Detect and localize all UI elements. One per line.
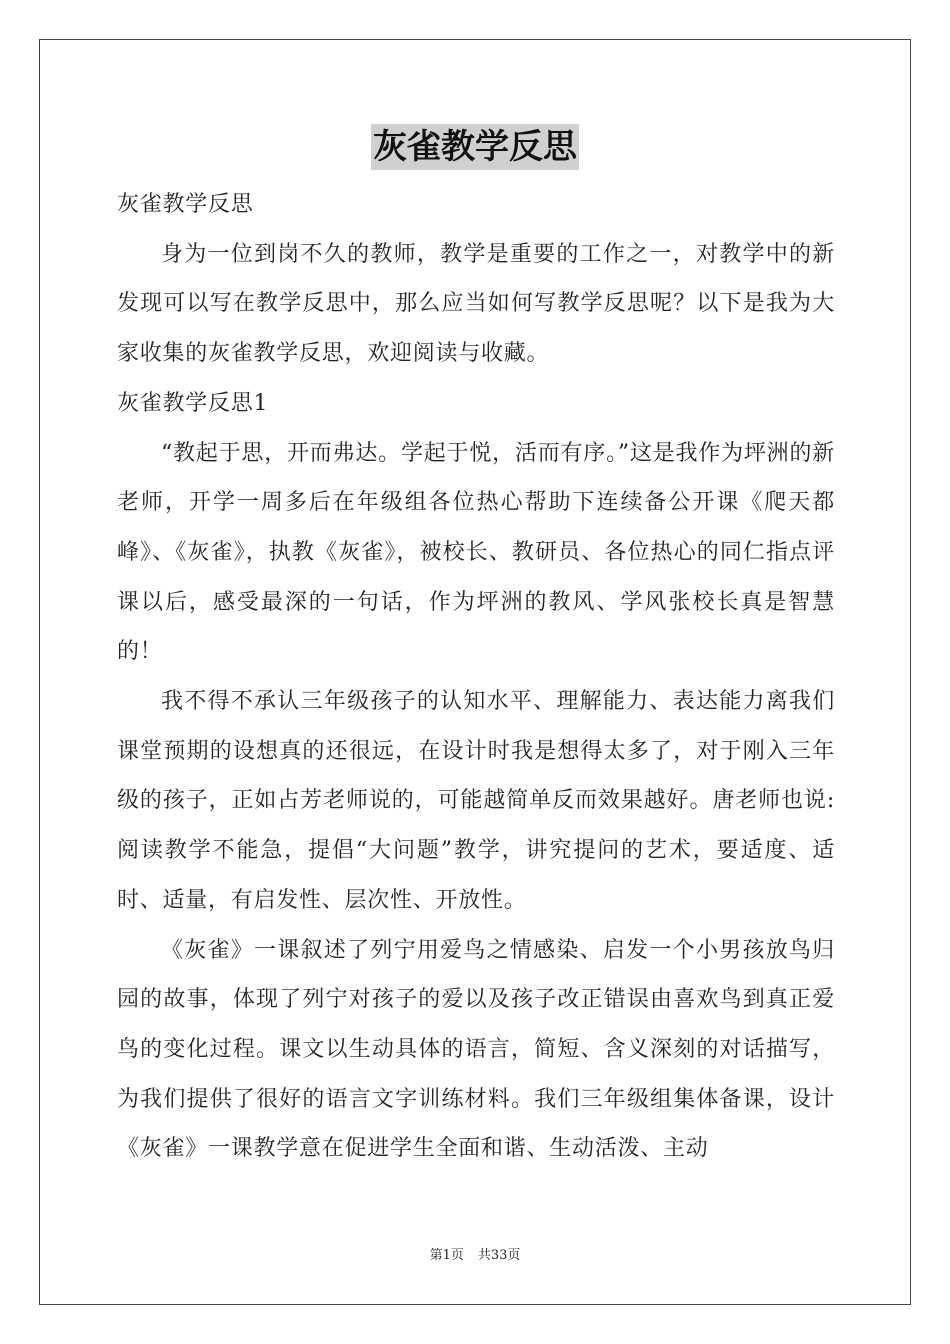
section-heading: 灰雀教学反思1 [117,390,269,416]
body-paragraph-1: “教起于思，开而弗达。学起于悦，活而有序。”这是我作为坪洲的新老师，开学一周多后在年级组各位热心帮助下连续备公开课《爬天都峰》、《灰雀》，执教《灰雀》，被校长、教研员、各位热心的同仁指点评课以后，感受最深的一句话，作为坪洲的教风、学风张校长真是智慧的！ [117,440,835,665]
page-footer [0,1247,950,1265]
title-container [0,124,950,170]
body-paragraph-3: 《灰雀》一课叙述了列宁用爱鸟之情感染、启发一个小男孩放鸟归园的故事，体现了列宁对孩子的爱以及孩子改正错误由喜欢鸟到真正爱鸟的变化过程。课文以生动具体的语言，简短、含义深刻的对话描写，为我们提供了很好的语言文字训练材料。我们三年级组集体备课，设计《灰雀》一课教学意在促进学生全面和谐、生动活泼、主动 [117,937,835,1162]
body-paragraph-2: 我不得不承认三年级孩子的认知水平、理解能力、表达能力离我们课堂预期的设想真的还很远，在设计时我是想得太多了，对于刚入三年级的孩子，正如占芳老师说的，可能越简单反而效果越好。唐老师也说:阅读教学不能急，提倡“大问题”教学，讲究提问的艺术，要适度、适时、适量，有启发性、层次性、开放性。 [117,689,835,913]
page-number: 第1页 [429,1248,464,1263]
page-total: 共33页 [477,1248,521,1263]
document-subtitle: 灰雀教学反思 [117,192,254,217]
intro-paragraph: 身为一位到岗不久的教师，教学是重要的工作之一，对教学中的新发现可以写在教学反思中，那么应当如何写教学反思呢？以下是我为大家收集的灰雀教学反思，欢迎阅读与收藏。 [117,241,835,367]
document-title: 灰雀教学反思 [371,124,579,170]
document-body [117,180,835,1174]
